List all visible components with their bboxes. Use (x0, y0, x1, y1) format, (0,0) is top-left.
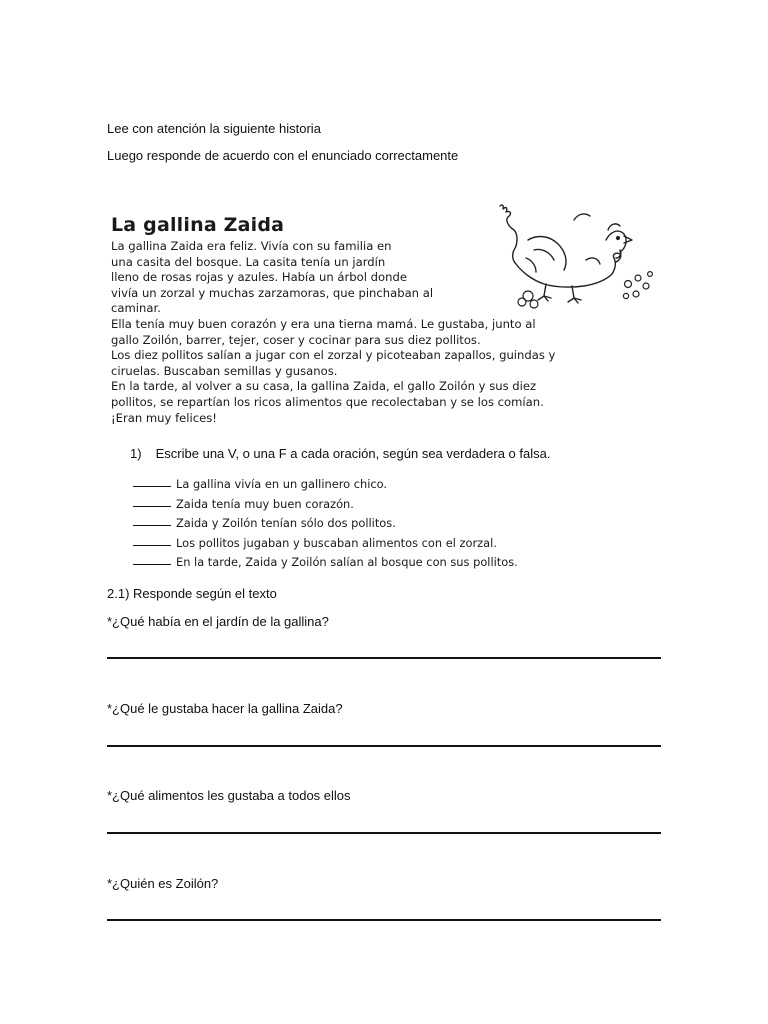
story-line: ciruelas. Buscaban semillas y gusanos. (111, 363, 338, 378)
hen-with-chicks-icon (488, 200, 658, 310)
story-line: vivía un zorzal y muchas zarzamoras, que pinchaban al (111, 285, 434, 300)
true-false-item (133, 536, 518, 556)
answer-blank[interactable] (133, 486, 171, 487)
instruction-respond: Luego responde de acuerdo con el enunciado correctamente (107, 148, 459, 163)
answer-blank[interactable] (133, 564, 171, 565)
statement-text: En la tarde, Zaida y Zoilón salían al bosque con sus pollitos. (176, 555, 518, 569)
story-title: La gallina Zaida (111, 214, 285, 236)
answer-line[interactable] (107, 745, 661, 747)
story-line: pollitos, se repartían los ricos alimentos que recolectaban y se los comían. (111, 394, 544, 409)
story-line: En la tarde, al volver a su casa, la gallina Zaida, el gallo Zoilón y sus diez (111, 379, 537, 394)
question-1-text: Escribe una V, o una F a cada oración, según sea verdadera o falsa. (155, 446, 551, 461)
story-line: Ella tenía muy buen corazón y era una tierna mamá. Le gustaba, junto al (111, 316, 536, 331)
question-garden: *¿Qué había en el jardín de la gallina? (107, 614, 329, 629)
question-zoilon: *¿Quién es Zoilón? (107, 876, 219, 891)
story-line: La gallina Zaida era feliz. Vivía con su familia en (111, 239, 392, 253)
statement-text: La gallina vivía en un gallinero chico. (176, 477, 388, 491)
section-2-heading: 2.1) Responde según el texto (107, 586, 277, 601)
question-food: *¿Qué alimentos les gustaba a todos ellos (107, 788, 351, 803)
true-false-item (133, 477, 518, 497)
story-line: Los diez pollitos salían a jugar con el zorzal y picoteaban zapallos, guindas y (111, 348, 556, 363)
answer-line[interactable] (107, 919, 661, 921)
story-line: ¡Eran muy felices! (111, 410, 217, 425)
answer-blank[interactable] (133, 525, 171, 526)
question-1-number: 1) (130, 446, 142, 461)
instruction-read: Lee con atención la siguiente historia (107, 121, 321, 136)
story-line: lleno de rosas rojas y azules. Había un árbol donde (111, 270, 407, 285)
true-false-list (133, 477, 518, 575)
statement-text: Zaida tenía muy buen corazón. (176, 496, 354, 511)
statement-text: Los pollitos jugaban y buscaban alimentos con el zorzal. (176, 535, 497, 550)
answer-line[interactable] (107, 657, 661, 659)
true-false-item (133, 516, 518, 536)
question-likes: *¿Qué le gustaba hacer la gallina Zaida? (107, 701, 343, 716)
story-line: caminar. (111, 301, 161, 316)
answer-blank[interactable] (133, 506, 171, 507)
question-1 (130, 446, 550, 461)
story-line: una casita del bosque. La casita tenía un jardín (111, 254, 386, 269)
story-line: gallo Zoilón, barrer, tejer, coser y cocinar para sus diez pollitos. (111, 332, 481, 347)
answer-line[interactable] (107, 832, 661, 834)
true-false-item (133, 497, 518, 517)
true-false-item (133, 555, 518, 575)
answer-blank[interactable] (133, 545, 171, 546)
statement-text: Zaida y Zoilón tenían sólo dos pollitos. (176, 516, 396, 530)
